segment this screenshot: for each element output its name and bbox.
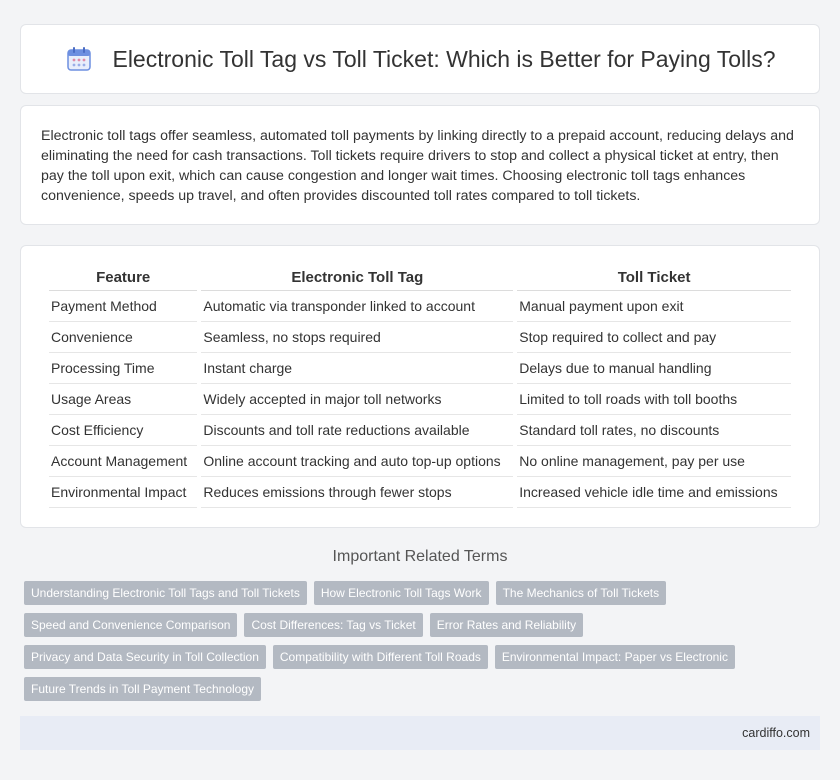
table-cell: Manual payment upon exit xyxy=(517,291,791,322)
tag-row xyxy=(24,581,824,605)
related-term-tag[interactable]: How Electronic Toll Tags Work xyxy=(314,581,489,605)
table-cell: Payment Method xyxy=(49,291,197,322)
related-terms-title: Important Related Terms xyxy=(332,548,508,565)
intro-paragraph: Electronic toll tags offer seamless, automated toll payments by linking directly to a prepaid account, reducing delays and eliminating the need for cash transactions. Toll tickets require drivers to stop and collect a physical ticket at entry, then pay the toll upon exit, which can cause congestion and longer wait times. Choosing electronic toll tags enhances convenience, speeds up travel, and often provides discounted toll rates compared to toll tickets. xyxy=(41,128,794,204)
footer-site-link[interactable]: cardiffo.com xyxy=(742,726,810,740)
related-term-tag[interactable]: Privacy and Data Security in Toll Collection xyxy=(24,645,266,669)
table-cell: Stop required to collect and pay xyxy=(517,322,791,353)
related-term-tag[interactable]: Compatibility with Different Toll Roads xyxy=(273,645,488,669)
related-term-tag[interactable]: The Mechanics of Toll Tickets xyxy=(496,581,667,605)
related-term-tag[interactable]: Error Rates and Reliability xyxy=(430,613,583,637)
page-header xyxy=(20,24,820,94)
table-row xyxy=(49,353,791,384)
comparison-table xyxy=(45,266,795,508)
table-row xyxy=(49,322,791,353)
table-cell: Account Management xyxy=(49,446,197,477)
table-cell: Standard toll rates, no discounts xyxy=(517,415,791,446)
related-term-tag[interactable]: Speed and Convenience Comparison xyxy=(24,613,237,637)
table-cell: Environmental Impact xyxy=(49,477,197,508)
related-term-tag[interactable]: Understanding Electronic Toll Tags and Toll Tickets xyxy=(24,581,307,605)
table-row xyxy=(49,384,791,415)
table-cell: Instant charge xyxy=(201,353,513,384)
tag-row xyxy=(24,677,824,701)
table-row xyxy=(49,477,791,508)
table-cell: Online account tracking and auto top-up options xyxy=(201,446,513,477)
header-feature: Feature xyxy=(49,266,197,291)
related-term-tag[interactable]: Future Trends in Toll Payment Technology xyxy=(24,677,261,701)
table-cell: Processing Time xyxy=(49,353,197,384)
table-row xyxy=(49,415,791,446)
header-electronic-toll-tag: Electronic Toll Tag xyxy=(201,266,513,291)
table-cell: No online management, pay per use xyxy=(517,446,791,477)
tag-row xyxy=(24,613,824,637)
related-term-tag[interactable]: Cost Differences: Tag vs Ticket xyxy=(244,613,422,637)
table-cell: Usage Areas xyxy=(49,384,197,415)
intro-card xyxy=(20,105,820,225)
related-terms-tags xyxy=(24,581,824,709)
table-cell: Cost Efficiency xyxy=(49,415,197,446)
table-cell: Delays due to manual handling xyxy=(517,353,791,384)
table-cell: Automatic via transponder linked to account xyxy=(201,291,513,322)
table-cell: Convenience xyxy=(49,322,197,353)
table-cell: Seamless, no stops required xyxy=(201,322,513,353)
page-title: Electronic Toll Tag vs Toll Ticket: Which is Better for Paying Tolls? xyxy=(112,45,776,72)
table-cell: Limited to toll roads with toll booths xyxy=(517,384,791,415)
comparison-table-card xyxy=(20,245,820,528)
table-row xyxy=(49,291,791,322)
related-term-tag[interactable]: Environmental Impact: Paper vs Electronic xyxy=(495,645,735,669)
header-toll-ticket: Toll Ticket xyxy=(517,266,791,291)
table-cell: Widely accepted in major toll networks xyxy=(201,384,513,415)
tag-row xyxy=(24,645,824,669)
table-cell: Discounts and toll rate reductions available xyxy=(201,415,513,446)
table-row xyxy=(49,446,791,477)
footer xyxy=(20,716,820,750)
table-cell: Reduces emissions through fewer stops xyxy=(201,477,513,508)
table-header-row xyxy=(49,266,791,291)
table-cell: Increased vehicle idle time and emissions xyxy=(517,477,791,508)
calendar-icon xyxy=(64,44,94,74)
